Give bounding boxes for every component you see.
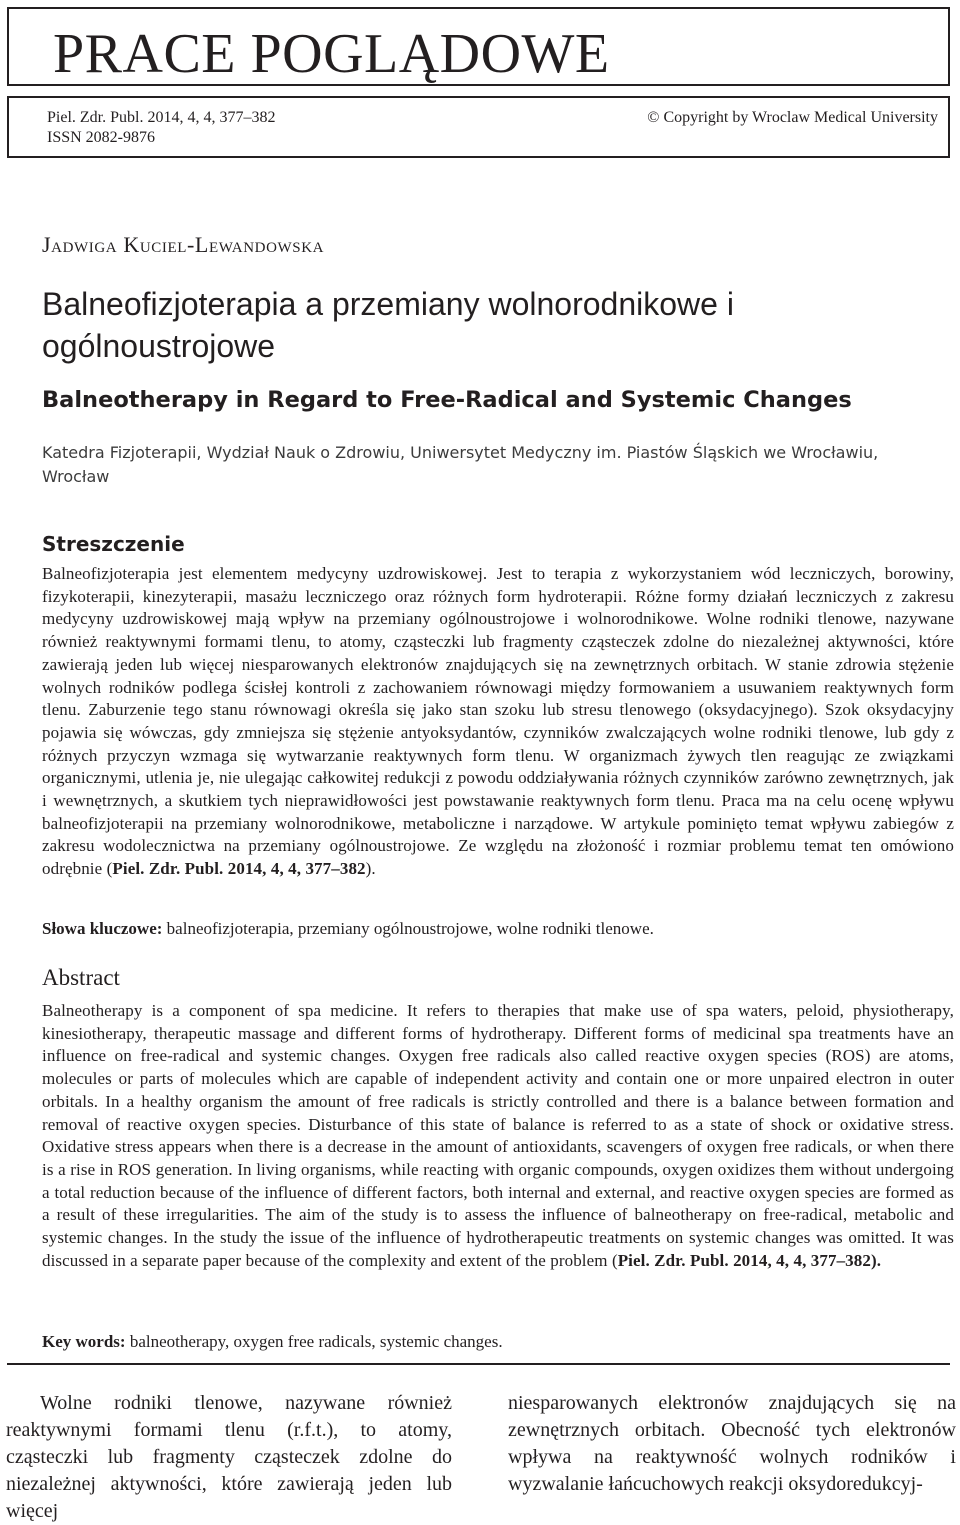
streszczenie-end: ). (365, 859, 376, 879)
keywords-label-en: Key words: (42, 1332, 126, 1351)
abstract-citation: Piel. Zdr. Publ. 2014, 4, 4, 377–382). (617, 1250, 882, 1270)
copyright-notice: © Copyright by Wroclaw Medical University (647, 109, 938, 126)
abstract-keywords (42, 1331, 954, 1353)
section-header-box (7, 7, 950, 86)
author-name: Jadwiga Kuciel-Lewandowska (42, 232, 325, 257)
section-title: PRACE POGLĄDOWE (53, 23, 610, 85)
streszczenie-heading: Streszczenie (42, 532, 185, 556)
streszczenie-citation: Piel. Zdr. Publ. 2014, 4, 4, 377–382 (112, 859, 366, 879)
affiliation: Katedra Fizjoterapii, Wydział Nauk o Zdrowiu, Uniwersytet Medyczny im. Piastów Śląskich we Wrocławiu, Wrocław (42, 443, 879, 486)
issn: ISSN 2082-9876 (47, 129, 156, 146)
body-column-right: niesparowanych elektronów znajdujących się na zewnętrznych orbitach. Obecność tych elektronów wpływa na reaktywność wolnych rodników i wyzwalanie łańcuchowych reakcji oksydoredukcyj- (508, 1392, 956, 1495)
body-column-left: Wolne rodniki tlenowe, nazywane również reaktywnymi formami tlenu (r.f.t.), to atomy, cząsteczki lub fragmenty cząsteczek zdolne do niezależnej aktywności, które zawierają jeden lub więcej (6, 1392, 452, 1522)
section-divider (7, 1363, 950, 1365)
streszczenie-keywords (42, 918, 954, 940)
article-title-english: Balneotherapy in Regard to Free-Radical and Systemic Changes (42, 387, 852, 413)
streszczenie-text (42, 563, 954, 881)
journal-meta-box (7, 96, 950, 158)
keywords-list-pl: balneofizjoterapia, przemiany ogólnoustrojowe, wolne rodniki tlenowe. (162, 919, 654, 938)
abstract-heading: Abstract (42, 965, 120, 990)
streszczenie-body: Balneofizjoterapia jest elementem medycyny uzdrowiskowej. Jest to terapia z wykorzystaniem wód leczniczych, borowiny, fizykoterapii, kinezyterapii, masażu leczniczego oraz różnych form hydroterapii. Różne formy działań leczniczych z zakresu medycyny uzdrowiskowej mają wpływ na przemiany ogólnoustrojowe i wolnorodnikowe. Wolne rodniki tlenowe, nazywane również reaktywnymi formami tlenu, to atomy, cząsteczki lub fragmenty cząsteczek zdolne do niezależnej aktywności, które zawierają jeden lub więcej niesparowanych elektronów znajdujących się na zewnętrznych orbitach. W stanie zdrowia stężenie wolnych rodników podlega ścisłej kontroli z zachowaniem równowagi między formowaniem a usuwaniem reaktywnych form tlenu. Zaburzenie tego stanu równowagi określa się jako stan szoku lub stresu tlenowego (oksydacyjnego). Szok oksydacyjny pojawia się wówczas, gdy zmniejsza się stężenie antyoksydantów, czynników zwalczających wolne rodniki tlenowe, lub gdy z różnych przyczyn wzmaga się wytwarzanie reaktywnych form tlenu. W organizmach żywych tlen reagując ze związkami organicznymi, utlenia je, nie ulegając całkowitej redukcji z powodu oddziaływania różnych czynników zarówno zewnętrznych, jak i wewnętrznych, a skutkiem tych nieprawidłowości jest powstawanie reaktywnych form tlenu. Praca ma na celu ocenę wpływu balneofizjoterapii na przemiany wolnorodnikowe, metaboliczne i narządowe. W artykule pominięto temat wpływu zabiegów z zakresu wodolecznictwa na przemiany ogólnoustrojowe. Ze względu na złożoność i rozmiar problemu temat ten omówiono odrębnie ( (42, 564, 954, 879)
journal-citation: Piel. Zdr. Publ. 2014, 4, 4, 377–382 (47, 109, 276, 126)
article-title-polish: Balneofizjoterapia a przemiany wolnorodnikowe i ogólnoustrojowe (42, 286, 734, 364)
journal-citation-block (47, 108, 275, 148)
keywords-label-pl: Słowa kluczowe: (42, 919, 163, 938)
keywords-list-en: balneotherapy, oxygen free radicals, systemic changes. (125, 1332, 503, 1351)
abstract-body: Balneotherapy is a component of spa medicine. It refers to therapies that make use of spa waters, peloid, physiotherapy, kinesiotherapy, therapeutic massage and different forms of hydrotherapy. Different forms of medicinal spa treatments have an influence on free-radical and systemic changes. Oxygen free radicals also called reactive oxygen species (ROS) are atoms, molecules or parts of molecules which are capable of independent activity and contain one or more unpaired electron in outer orbitals. In a healthy organism the amount of free radicals is strictly controlled and there is a balance between formation and removal of reactive oxygen species. Disturbance of this state of balance is referred to as a state of shock or oxidative stress. Oxidative stress appears when there is a decrease in the amount of antioxidants, scavengers of oxygen free radicals, or when there is a rise in ROS generation. In living organisms, while reacting with organic compounds, oxygen oxidizes them without undergoing a total reduction because of the influence of different factors, both internal and external, and reactive oxygen species are formed as a result of these irregularities. The aim of the study is to assess the influence of balneotherapy on free-radical, metabolic and systemic changes. In the study the issue of the influence of hydrotherapeutic treatments on systemic changes was omitted. It was discussed in a separate paper because of the complexity and extent of the problem ( (42, 1001, 954, 1270)
abstract-text (42, 1000, 954, 1272)
